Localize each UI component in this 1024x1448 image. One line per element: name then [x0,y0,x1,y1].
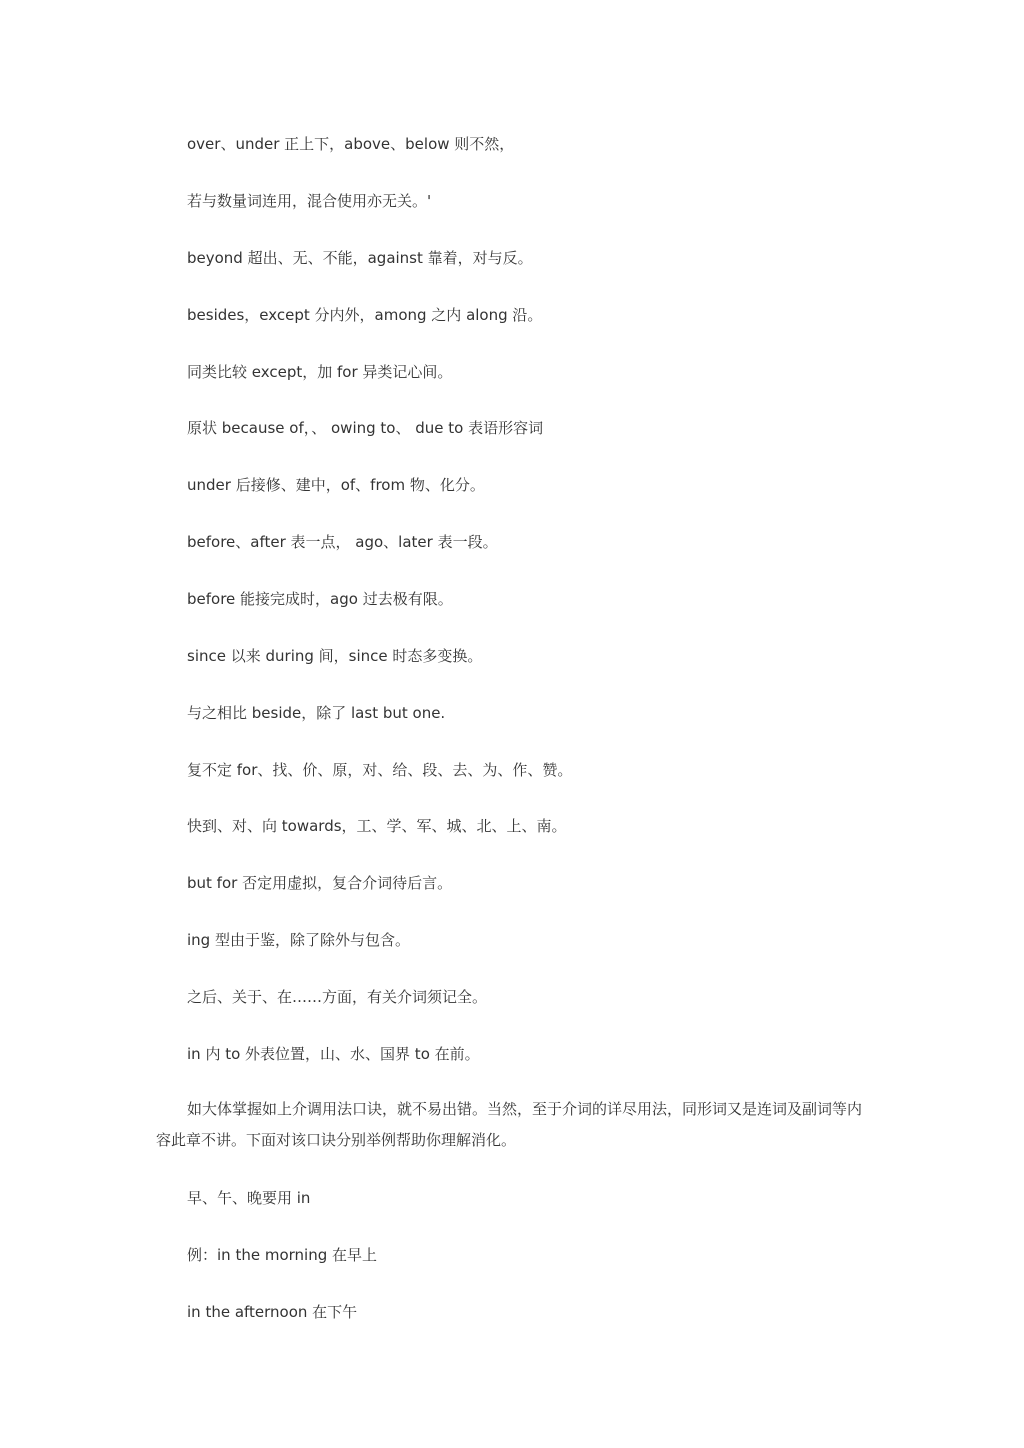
example-line: 例：in the morning 在早上 [187,1246,377,1264]
mnemonic-line: in 内 to 外表位置，山、水、国界 to 在前。 [187,1045,480,1063]
mnemonic-line: 快到、对、向 towards，工、学、军、城、北、上、南。 [187,817,567,835]
explanation-paragraph: 如大体掌握如上介调用法口诀，就不易出错。当然，至于介词的详尽用法，同形词又是连词及副词等内容此章不讲。下面对该口诀分别举例帮助你理解消化。 [156,1100,863,1149]
mnemonic-line: over、under 正上下，above、below 则不然， [187,135,515,153]
mnemonic-line: besides，except 分内外，among 之内 along 沿。 [187,306,543,324]
mnemonic-line: 之后、关于、在……方面，有关介词须记全。 [187,988,488,1006]
mnemonic-line: 若与数量词连用，混合使用亦无关。' [187,192,432,210]
example-line: in the afternoon 在下午 [187,1303,358,1321]
example-heading: 早、午、晚要用 in [187,1189,311,1207]
mnemonic-line: 复不定 for、找、价、原，对、给、段、去、为、作、赞。 [187,761,573,779]
mnemonic-line: under 后接修、建中，of、from 物、化分。 [187,476,485,494]
mnemonic-line: beyond 超出、无、不能，against 靠着，对与反。 [187,249,533,267]
mnemonic-line: since 以来 during 间，since 时态多变换。 [187,647,483,665]
mnemonic-line: ing 型由于鉴，除了除外与包含。 [187,931,410,949]
mnemonic-line: before 能接完成时，ago 过去极有限。 [187,590,453,608]
mnemonic-line: before、after 表一点， ago、later 表一段。 [187,533,498,551]
mnemonic-line: 与之相比 beside，除了 last but one. [187,704,446,722]
mnemonic-line: 同类比较 except，加 for 异类记心间。 [187,363,453,381]
mnemonic-line: 原状 because of，、 owing to、 due to 表语形容词 [187,419,544,437]
mnemonic-line: but for 否定用虚拟，复合介词待后言。 [187,874,453,892]
